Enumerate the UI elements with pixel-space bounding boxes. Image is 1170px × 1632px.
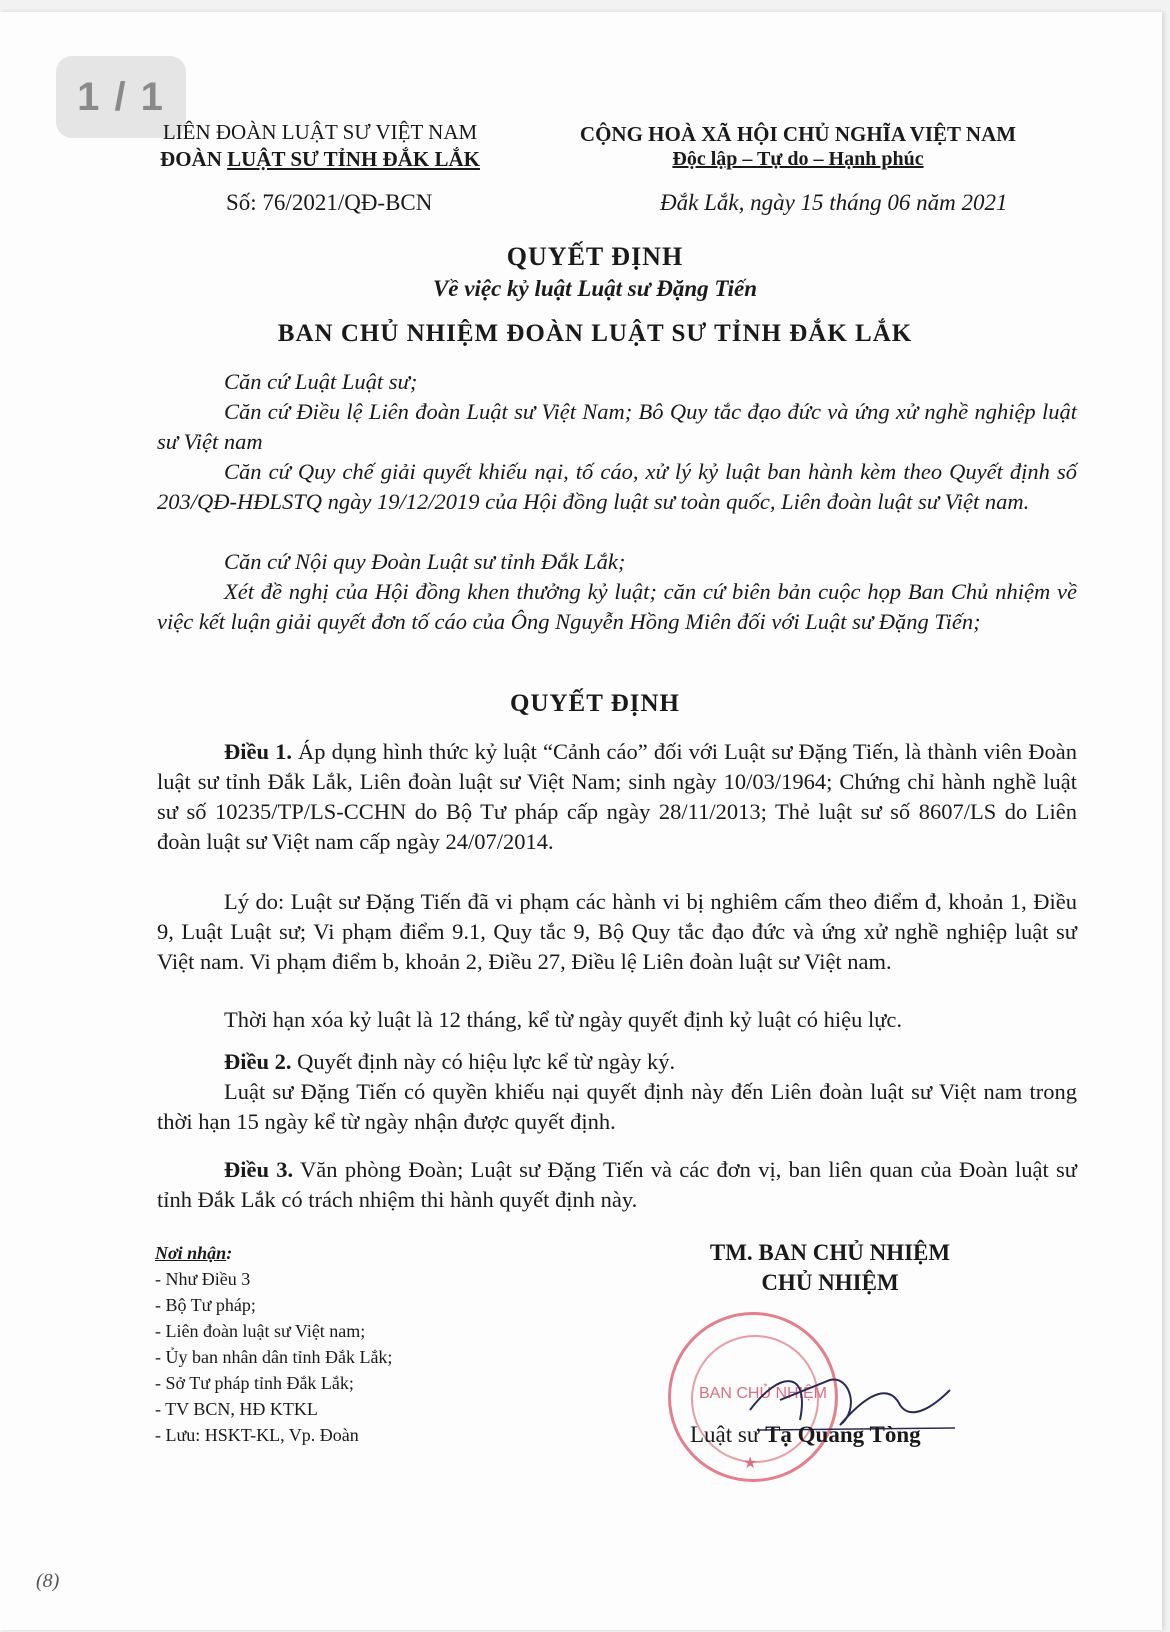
stamp-star-icon: ★	[743, 1455, 758, 1472]
signature-title-1: TM. BAN CHỦ NHIỆM	[709, 1240, 951, 1265]
basis-1: Căn cứ Luật Luật sư;	[224, 369, 418, 394]
doc-number: Số: 76/2021/QĐ-BCN	[226, 190, 433, 215]
basis-5: Xét đề nghị của Hội đồng khen thưởng kỷ luật; căn cứ biên bản cuộc họp Ban Chủ nhiệm về việc kết luận giải quyết đơn tố cáo của Ông Nguyễn Hồng Miên đối với Luật sư Đặng Tiến;	[157, 579, 1077, 634]
signature-title-2: CHỦ NHIỆM	[761, 1270, 899, 1295]
basis-2: Căn cứ Điều lệ Liên đoàn Luật sư Việt Nam; Bô Quy tắc đạo đức và ứng xử nghề nghiệp luật sư Việt nam	[157, 399, 1077, 454]
place-date: Đắk Lắk, ngày 15 tháng 06 năm 2021	[660, 190, 1008, 215]
nation-title: CỘNG HOÀ XÃ HỘI CHỦ NGHĨA VIỆT NAM	[579, 122, 1017, 146]
doc-title: QUYẾT ĐỊNH	[506, 242, 684, 271]
article-2-appeal: Luật sư Đặng Tiến có quyền khiếu nại quyết định này đến Liên đoàn luật sư Việt nam trong thời hạn 15 ngày kể từ ngày nhận được quyết định.	[157, 1079, 1077, 1134]
signer-name: Luật sư Tạ Quang Tòng	[690, 1422, 921, 1447]
recipients-item: - Ủy ban nhân dân tỉnh Đắk Lắk;	[155, 1347, 393, 1367]
basis-3: Căn cứ Quy chế giải quyết khiếu nại, tố cáo, xử lý kỷ luật ban hành kèm theo Quyết định số 203/QĐ-HĐLSTQ ngày 19/12/2019 của Hội đồng luật sư toàn quốc, Liên đoàn luật sư Việt nam.	[157, 459, 1077, 514]
doc-subject: Về việc kỷ luật Luật sư Đặng Tiến	[432, 276, 758, 301]
decision-heading: QUYẾT ĐỊNH	[510, 690, 680, 717]
article-1-reason: Lý do: Luật sư Đặng Tiến đã vi phạm các hành vi bị nghiêm cấm theo điểm đ, khoản 1, Điều 9, Luật Luật sư; Vi phạm điểm 9.1, Quy tắc 9, Bộ Quy tắc đạo đức và ứng xử nghề nghiệp luật sư Việt nam. Vi phạm điểm b, khoản 2, Điều 27, Điều lệ Liên đoàn luật sư Việt nam.	[157, 889, 1077, 974]
issuer-title: BAN CHỦ NHIỆM ĐOÀN LUẬT SƯ TỈNH ĐẮK LẮK	[277, 320, 913, 347]
stamp-label: BAN CHỦ NHIỆM	[699, 1385, 828, 1402]
article-2: Điều 2. Quyết định này có hiệu lực kể từ ngày ký.	[224, 1049, 676, 1074]
recipients-item: - TV BCN, HĐ KTKL	[155, 1399, 318, 1419]
nation-motto: Độc lập – Tự do – Hạnh phúc	[672, 148, 924, 170]
basis-4: Căn cứ Nội quy Đoàn Luật sư tỉnh Đắk Lắk;	[224, 549, 626, 574]
org-line1: LIÊN ĐOÀN LUẬT SƯ VIỆT NAM	[162, 120, 478, 144]
article-3: Điều 3. Văn phòng Đoàn; Luật sư Đặng Tiến và các đơn vị, ban liên quan của Đoàn luật sư tỉnh Đắk Lắk có trách nhiệm thi hành quyết định này.	[157, 1157, 1077, 1212]
footer-mark: (8)	[36, 1570, 60, 1592]
recipients-label: Nơi nhận:	[155, 1243, 233, 1263]
org-line2: ĐOÀN LUẬT SƯ TỈNH ĐẮK LẮK	[160, 147, 480, 171]
article-1-term: Thời hạn xóa kỷ luật là 12 tháng, kể từ ngày quyết định kỷ luật có hiệu lực.	[224, 1007, 903, 1032]
recipients-item: - Sở Tư pháp tỉnh Đắk Lắk;	[155, 1373, 354, 1393]
recipients-item: - Liên đoàn luật sư Việt nam;	[155, 1321, 366, 1341]
recipients-item: - Như Điều 3	[155, 1269, 251, 1289]
recipients-item: - Bộ Tư pháp;	[155, 1295, 256, 1315]
recipients-item: - Lưu: HSKT-KL, Vp. Đoàn	[155, 1425, 359, 1445]
page-indicator: 1 / 1	[56, 56, 186, 138]
article-1: Điều 1. Áp dụng hình thức kỷ luật “Cảnh cáo” đối với Luật sư Đặng Tiến, là thành viên Đoàn luật sư tỉnh Đắk Lắk, Liên đoàn luật sư Việt Nam; sinh ngày 10/03/1964; Chứng chỉ hành nghề luật sư số 10235/TP/LS-CCHN do Bộ Tư pháp cấp ngày 28/11/2013; Thẻ luật sư số 8607/LS do Liên đoàn luật sư Việt nam cấp ngày 24/07/2014.	[157, 739, 1078, 854]
